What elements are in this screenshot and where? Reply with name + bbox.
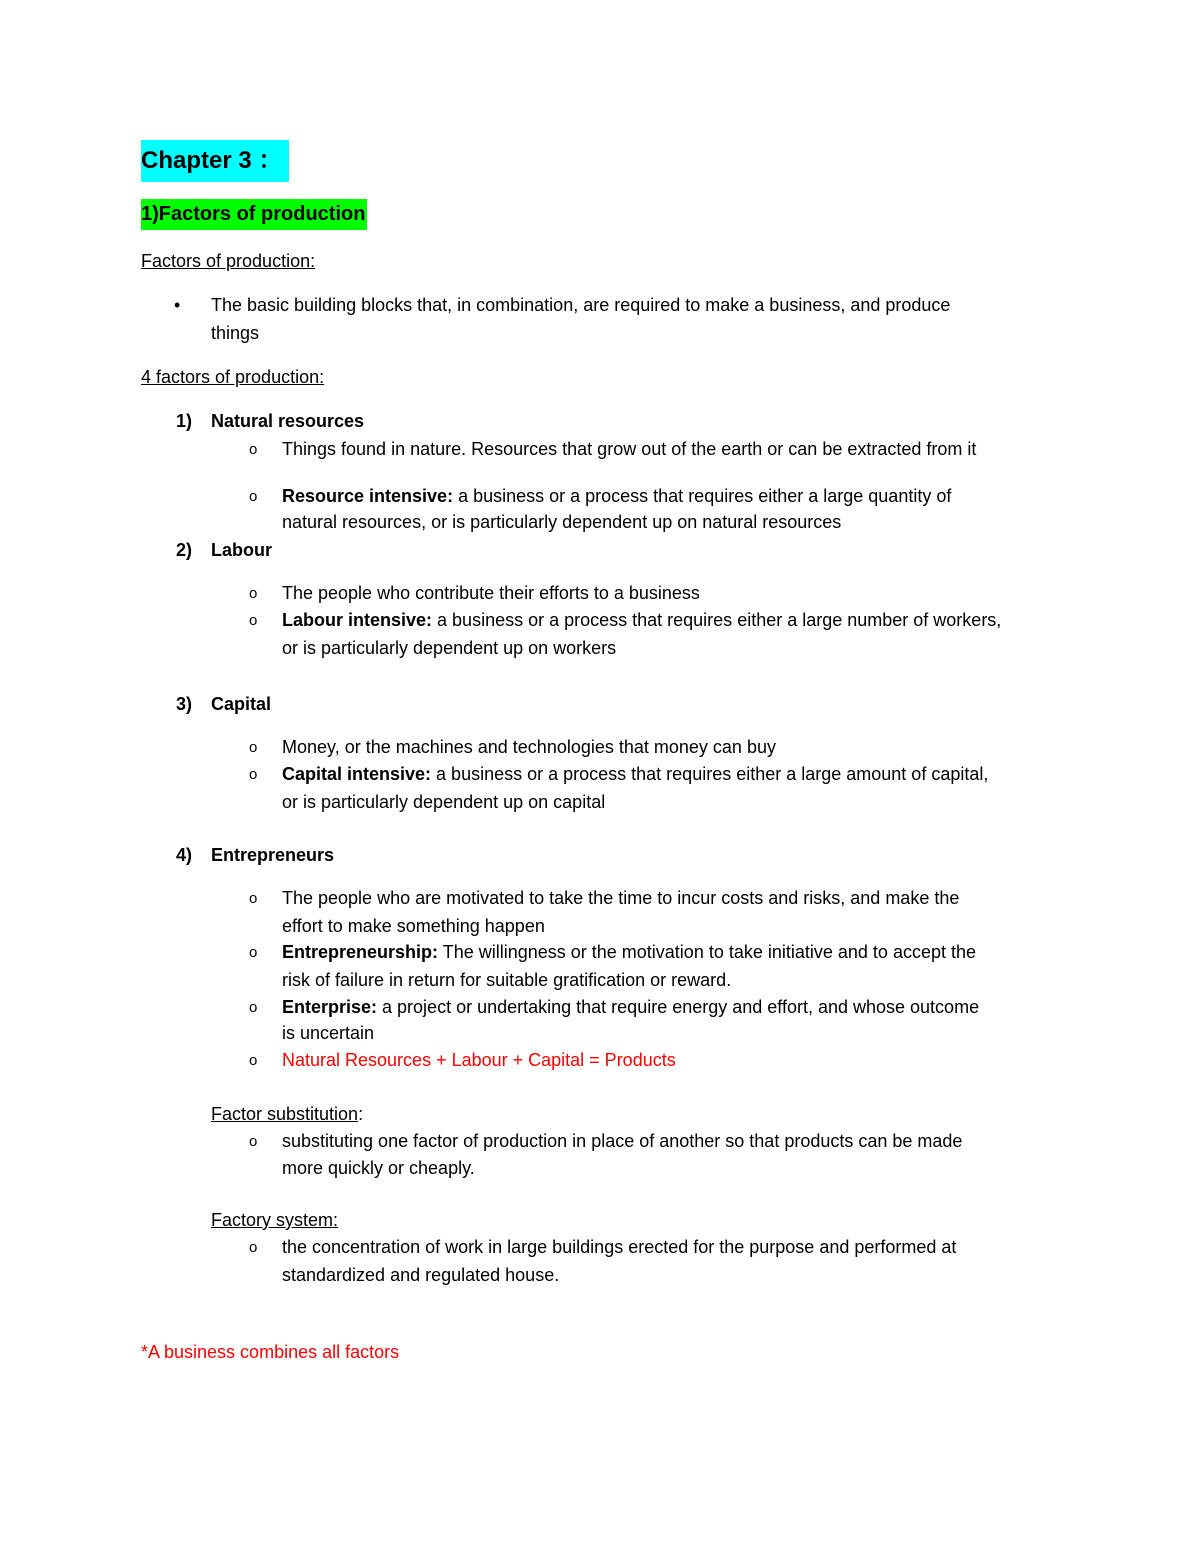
point-text-line: effort to make something happen xyxy=(282,916,545,936)
sub-bullet-marker: o xyxy=(249,1052,258,1069)
sub-bullet-marker: o xyxy=(249,890,258,907)
point-text-line: standardized and regulated house. xyxy=(282,1265,560,1285)
sub-bullet-marker: o xyxy=(249,612,258,629)
term-capital-intensive: Capital intensive: xyxy=(282,764,432,784)
definition-text-line: things xyxy=(211,323,260,343)
section-title: 1)Factors of production xyxy=(141,199,367,230)
point-text-line: or is particularly dependent up on capital xyxy=(282,792,606,812)
sub-bullet-marker: o xyxy=(249,1133,258,1150)
point-text-line: or is particularly dependent up on workers xyxy=(282,638,617,658)
sub-bullet-marker: o xyxy=(249,766,258,783)
sub-bullet-marker: o xyxy=(249,1239,258,1256)
factor-number: 2) xyxy=(176,540,193,560)
summary-note: *A business combines all factors xyxy=(141,1342,400,1362)
sub-bullet-marker: o xyxy=(249,585,258,602)
factor-number: 4) xyxy=(176,845,193,865)
point-text-line: risk of failure in return for suitable gratification or reward. xyxy=(282,970,732,990)
point-text-line: natural resources, or is particularly dependent up on natural resources xyxy=(282,512,842,532)
bullet-marker: • xyxy=(174,295,181,315)
sub-bullet-marker: o xyxy=(249,999,258,1016)
term-entrepreneurship: Entrepreneurship: xyxy=(282,942,439,962)
point-text-line: Enterprise: a project or undertaking that require energy and effort, and whose outcome xyxy=(282,997,980,1017)
factor-number: 1) xyxy=(176,411,193,431)
term-enterprise: Enterprise: xyxy=(282,997,378,1017)
term-labour-intensive: Labour intensive: xyxy=(282,610,433,630)
factor-title-natural-resources: Natural resources xyxy=(211,411,365,431)
point-text-line: Capital intensive: a business or a process that requires either a large amount of capital, xyxy=(282,764,989,784)
point-text-line: The people who contribute their efforts to a business xyxy=(282,583,700,603)
definition-heading: Factors of production: xyxy=(141,251,316,271)
factor-number: 3) xyxy=(176,694,193,714)
point-text-line: Labour intensive: a business or a process that requires either a large number of workers, xyxy=(282,610,1002,630)
term-resource-intensive: Resource intensive: xyxy=(282,486,454,506)
sub-bullet-marker: o xyxy=(249,488,258,505)
point-text-line: Resource intensive: a business or a process that requires either a large quantity of xyxy=(282,486,952,506)
point-text-line: Things found in nature. Resources that grow out of the earth or can be extracted from it xyxy=(282,439,977,459)
point-text-line: substituting one factor of production in place of another so that products can be made xyxy=(282,1131,963,1151)
point-text-line: the concentration of work in large buildings erected for the purpose and performed at xyxy=(282,1237,957,1257)
factor-title-entrepreneurs: Entrepreneurs xyxy=(211,845,335,865)
point-text-line: Entrepreneurship: The willingness or the motivation to take initiative and to accept the xyxy=(282,942,977,962)
factory-system-heading: Factory system: xyxy=(211,1210,339,1230)
factor-title-capital: Capital xyxy=(211,694,272,714)
chapter-title: Chapter 3 ： xyxy=(141,140,289,182)
point-text-line: Money, or the machines and technologies that money can buy xyxy=(282,737,776,757)
point-text-line: more quickly or cheaply. xyxy=(282,1158,475,1178)
four-factors-heading: 4 factors of production: xyxy=(141,367,325,387)
products-formula: Natural Resources + Labour + Capital = Products xyxy=(282,1050,676,1070)
definition-text-line: The basic building blocks that, in combination, are required to make a business, and produce xyxy=(211,295,951,315)
factor-substitution-heading: Factor substitution: xyxy=(211,1104,364,1124)
factor-title-labour: Labour xyxy=(211,540,272,560)
sub-bullet-marker: o xyxy=(249,441,258,458)
sub-bullet-marker: o xyxy=(249,944,258,961)
point-text-line: The people who are motivated to take the time to incur costs and risks, and make the xyxy=(282,888,960,908)
sub-bullet-marker: o xyxy=(249,739,258,756)
point-text-line: is uncertain xyxy=(282,1023,375,1043)
